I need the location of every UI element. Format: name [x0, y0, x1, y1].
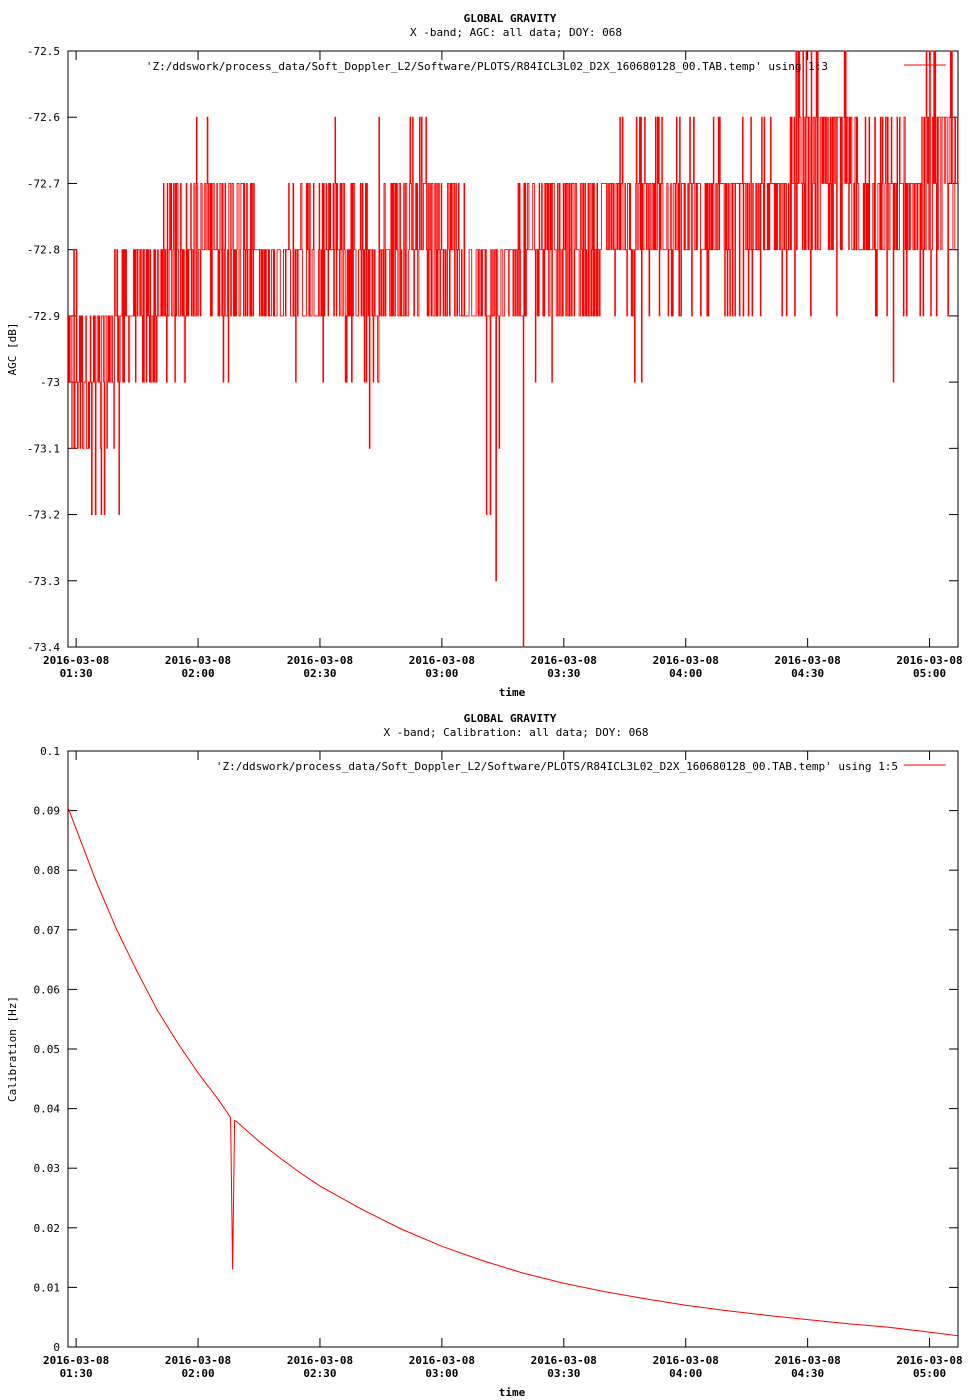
calibration-y-axis [34, 745, 959, 1354]
calibration-y-tick-label: 0.02 [33, 1221, 60, 1235]
calibration-x-tick-date: 2016-03-08 [43, 1354, 110, 1367]
agc-legend-label: 'Z:/ddswork/process_data/Soft_Doppler_L2/Software/PLOTS/R84ICL3L02_D2X_160680128_00.TAB.temp' using 1:3 [145, 60, 828, 73]
calibration-y-tick-label: 0.08 [33, 864, 60, 878]
agc-chart-subtitle: X -band; AGC: all data; DOY: 068 [410, 26, 622, 39]
calibration-x-axis-label: time [498, 1386, 526, 1399]
agc-x-tick-date: 2016-03-08 [286, 654, 354, 667]
calibration-legend-label: 'Z:/ddswork/process_data/Soft_Doppler_L2/Software/PLOTS/R84ICL3L02_D2X_160680128_00.TAB.temp' using 1:5 [215, 760, 898, 773]
calibration-x-tick-time: 02:00 [181, 1367, 215, 1380]
calibration-y-tick-label: 0.06 [33, 983, 60, 997]
agc-x-tick-time: 02:00 [181, 667, 215, 680]
calibration-x-tick-time: 02:30 [303, 1367, 337, 1380]
agc-x-tick-time: 04:00 [669, 667, 703, 680]
agc-x-tick-date: 2016-03-08 [652, 654, 719, 667]
calibration-chart-title: GLOBAL GRAVITY [463, 712, 557, 725]
agc-x-tick-date: 2016-03-08 [43, 654, 110, 667]
agc-chart [6, 12, 963, 699]
agc-series-line [68, 51, 958, 647]
agc-y-tick-label: -72.5 [26, 45, 60, 58]
calibration-y-tick-label: 0.09 [33, 804, 60, 818]
agc-y-axis-label: AGC [dB] [6, 322, 19, 376]
agc-x-tick-date: 2016-03-08 [408, 654, 475, 667]
agc-chart-title: GLOBAL GRAVITY [463, 12, 557, 25]
calibration-x-tick-date: 2016-03-08 [774, 1354, 841, 1367]
calibration-y-tick-label: 0.03 [33, 1162, 60, 1176]
agc-x-tick-date: 2016-03-08 [774, 654, 841, 667]
calibration-x-tick-date: 2016-03-08 [896, 1354, 963, 1367]
agc-y-tick-label: -73.4 [26, 641, 60, 654]
agc-x-tick-time: 03:00 [425, 667, 459, 680]
calibration-x-tick-date: 2016-03-08 [286, 1354, 354, 1367]
agc-x-tick-date: 2016-03-08 [530, 654, 597, 667]
calibration-x-tick-time: 03:00 [425, 1367, 459, 1380]
calibration-y-axis-label: Calibration [Hz] [6, 996, 19, 1102]
calibration-plot-frame [68, 751, 958, 1347]
agc-series [68, 51, 958, 647]
calibration-y-tick-label: 0.07 [33, 923, 60, 937]
calibration-x-axis [43, 751, 963, 1380]
calibration-x-tick-time: 05:00 [912, 1367, 947, 1380]
agc-y-tick-label: -72.9 [26, 309, 60, 323]
agc-y-tick-label: -73.2 [26, 508, 60, 522]
calibration-x-tick-time: 01:30 [59, 1367, 93, 1380]
agc-x-tick-time: 02:30 [303, 667, 337, 680]
calibration-y-tick-label: 0.1 [40, 745, 60, 758]
calibration-x-tick-date: 2016-03-08 [164, 1354, 232, 1367]
agc-x-tick-date: 2016-03-08 [896, 654, 963, 667]
agc-x-tick-time: 01:30 [59, 667, 93, 680]
calibration-series [68, 808, 958, 1336]
calibration-series-line [68, 808, 958, 1336]
agc-y-tick-label: -73.3 [26, 574, 60, 588]
calibration-chart-subtitle: X -band; Calibration: all data; DOY: 068 [383, 726, 649, 739]
agc-x-tick-time: 03:30 [547, 667, 581, 680]
agc-x-axis-label: time [498, 686, 526, 699]
calibration-x-tick-date: 2016-03-08 [408, 1354, 475, 1367]
calibration-x-tick-time: 04:00 [669, 1367, 703, 1380]
agc-y-tick-label: -72.6 [26, 111, 60, 125]
agc-y-tick-label: -72.7 [26, 177, 60, 191]
agc-x-tick-time: 04:30 [791, 667, 825, 680]
calibration-chart [6, 712, 963, 1399]
calibration-y-tick-label: 0.05 [33, 1043, 60, 1056]
agc-y-tick-label: -72.8 [26, 243, 60, 257]
calibration-x-tick-date: 2016-03-08 [652, 1354, 719, 1367]
agc-x-tick-date: 2016-03-08 [164, 654, 232, 667]
calibration-y-tick-label: 0 [53, 1341, 60, 1354]
calibration-x-tick-time: 04:30 [791, 1367, 825, 1380]
agc-x-tick-time: 05:00 [912, 667, 947, 680]
calibration-x-tick-date: 2016-03-08 [530, 1354, 597, 1367]
calibration-x-tick-time: 03:30 [547, 1367, 581, 1380]
agc-plot-frame [68, 51, 958, 647]
agc-y-tick-label: -73 [40, 376, 60, 390]
agc-y-tick-label: -73.1 [26, 442, 60, 456]
calibration-y-tick-label: 0.01 [33, 1281, 60, 1295]
calibration-y-tick-label: 0.04 [33, 1102, 60, 1116]
